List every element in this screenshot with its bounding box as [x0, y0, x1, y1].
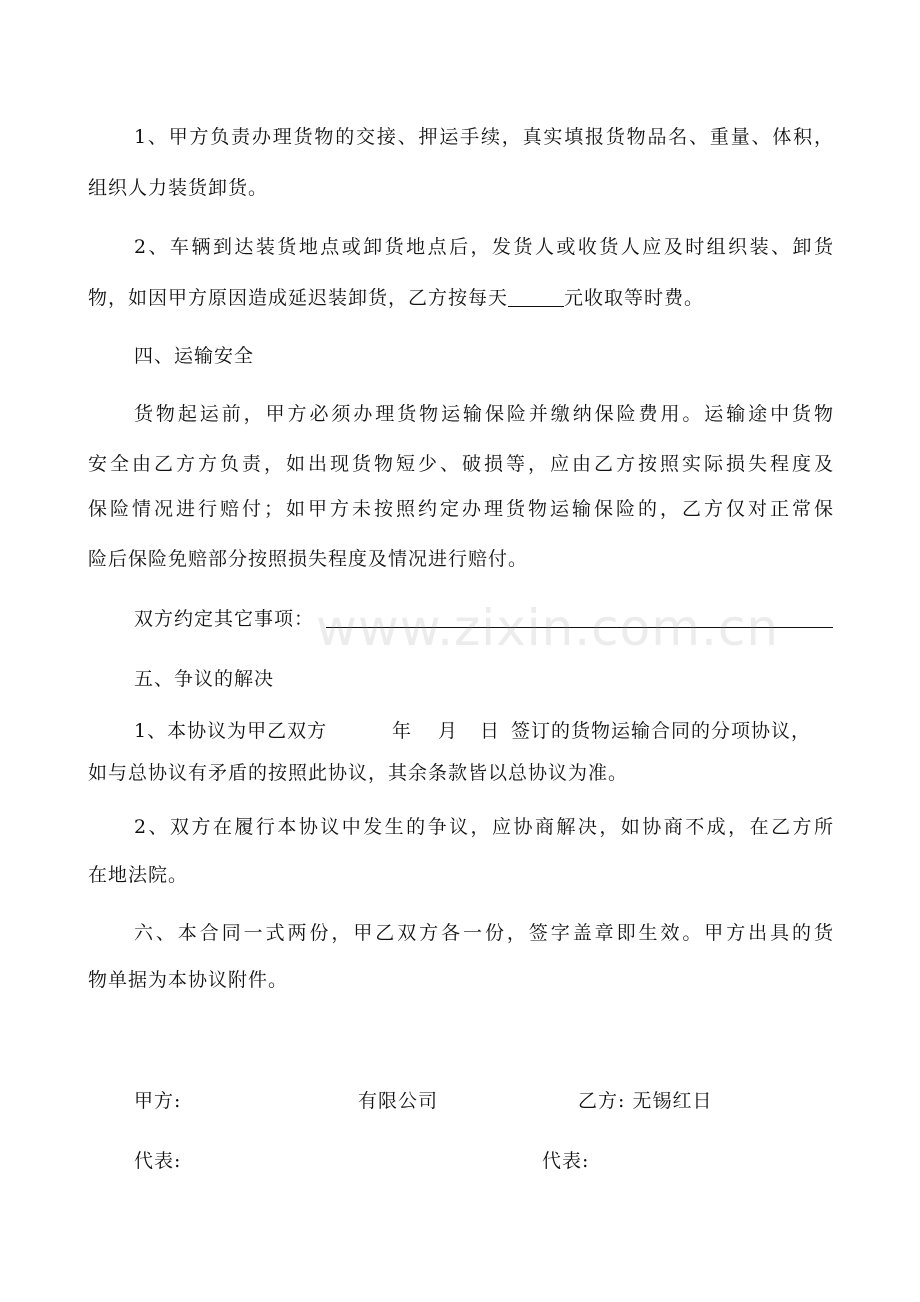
section-5-item-1-line-2: 如与总协议有矛盾的按照此协议，其余条款皆以总协议为准。	[88, 762, 629, 784]
other-matters-label: 双方约定其它事项：	[134, 608, 315, 630]
section-5-item-2-line-1: 2、双方在履行本协议中发生的争议，应协商解决，如协商不成，在乙方所	[134, 816, 834, 838]
party-a-company: 有限公司	[358, 1090, 439, 1112]
party-a-representative: 代表:	[134, 1150, 182, 1172]
section-5-item-1-text-b: 签订的货物运输合同的分项协议，	[511, 720, 812, 742]
daily-fee-blank	[508, 286, 564, 307]
clause-item-1-line-1: 1、甲方负责办理货物的交接、押运手续，真实填报货物品名、重量、体积，	[134, 126, 834, 148]
date-day: 日	[480, 720, 501, 742]
section-4-para-line-1: 货物起运前，甲方必须办理货物运输保险并缴纳保险费用。运输途中货物	[134, 403, 834, 425]
date-month: 月	[438, 720, 459, 742]
section-4-para-line-2: 安全由乙方方负责，如出现货物短少、破损等，应由乙方按照实际损失程度及	[88, 453, 834, 475]
clause-item-2-line-1: 2、车辆到达装货地点或卸货地点后，发货人或收货人应及时组织装、卸货	[134, 236, 834, 258]
party-b-label: 乙方: 无锡红日	[578, 1090, 713, 1112]
section-5-heading: 五、争议的解决	[134, 668, 275, 690]
section-6-line-1: 六、本合同一式两份，甲乙双方各一份，签字盖章即生效。甲方出具的货	[134, 922, 834, 944]
watermark: www.zixin.com.cn	[316, 599, 780, 657]
clause-item-2-line-2	[88, 285, 834, 311]
party-b-representative: 代表:	[542, 1150, 590, 1172]
party-a-label: 甲方:	[134, 1090, 182, 1112]
section-4-para-line-3: 保险情况进行赔付；如甲方未按照约定办理货物运输保险的，乙方仅对正常保	[88, 498, 834, 520]
section-6-line-2: 物单据为本协议附件。	[88, 969, 289, 991]
section-5-item-1-text-a: 1、本协议为甲乙双方	[134, 720, 328, 742]
clause-item-2-text-b: 元收取等时费。	[564, 287, 705, 309]
section-4-para-line-4: 险后保险免赔部分按照损失程度及情况进行赔付。	[88, 548, 529, 570]
clause-item-2-text-a: 物，如因甲方原因造成延迟装卸货，乙方按每天	[88, 287, 509, 309]
section-5-item-1-line-1	[134, 718, 834, 744]
section-5-item-2-line-2: 在地法院。	[88, 864, 189, 886]
clause-item-1-line-2: 组织人力装货卸货。	[88, 177, 269, 199]
date-year: 年	[392, 720, 413, 742]
section-4-heading: 四、运输安全	[134, 345, 255, 367]
